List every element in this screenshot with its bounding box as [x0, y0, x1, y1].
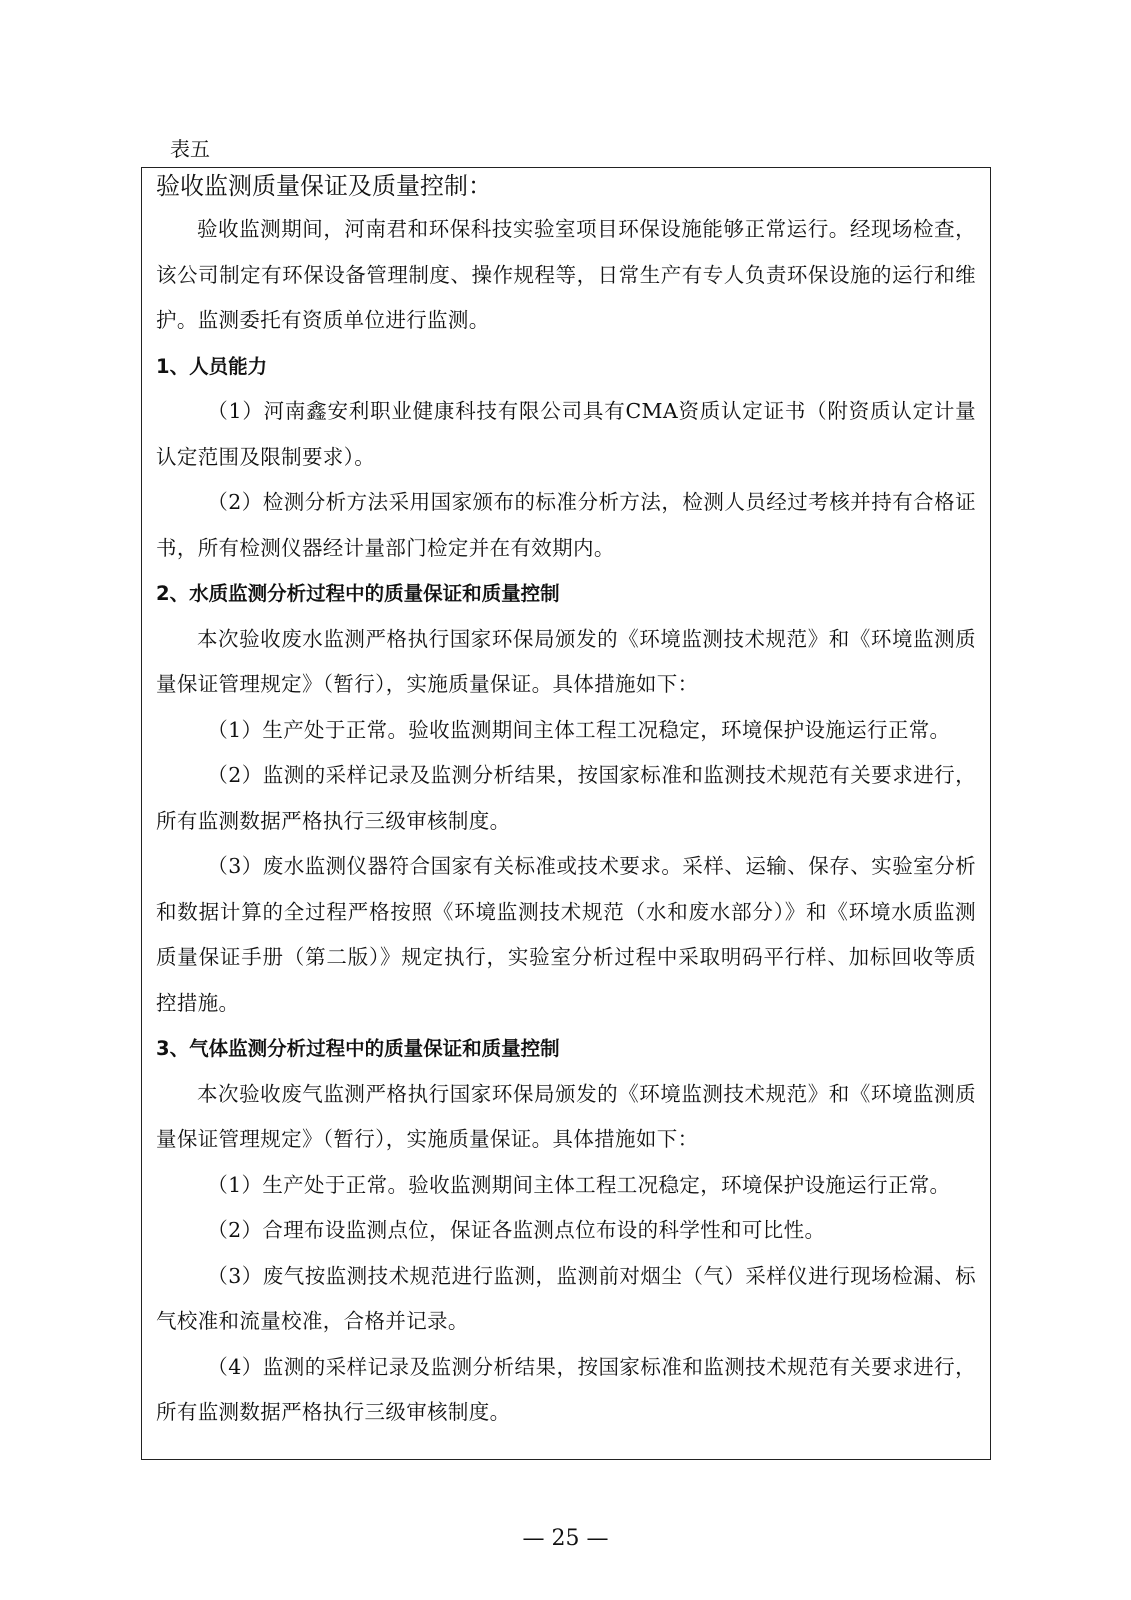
gas-qc-item-2: （2）合理布设监测点位，保证各监测点位布设的科学性和可比性。: [207, 1218, 826, 1242]
water-qc-intro: 本次验收废水监测严格执行国家环保局颁发的《环境监测技术规范》和《环境监测质量保证管理规定》（暂行），实施质量保证。具体措施如下：: [156, 626, 976, 696]
gas-qc-item-4: （4）监测的采样记录及监测分析结果，按国家标准和监测技术规范有关要求进行，所有监测数据严格执行三级审核制度。: [156, 1354, 976, 1424]
page-number: — 25 —: [522, 1526, 609, 1551]
gas-qc-intro: 本次验收废气监测严格执行国家环保局颁发的《环境监测技术规范》和《环境监测质量保证管理规定》（暂行），实施质量保证。具体措施如下：: [156, 1081, 976, 1151]
heading-water-qc: 2、水质监测分析过程中的质量保证和质量控制: [156, 582, 560, 605]
section-title: 验收监测质量保证及质量控制：: [156, 172, 492, 200]
gas-qc-item-3: （3）废气按监测技术规范进行监测，监测前对烟尘（气）采样仪进行现场检漏、标气校准和流量校准，合格并记录。: [156, 1263, 976, 1333]
personnel-item-2: （2）检测分析方法采用国家颁布的标准分析方法，检测人员经过考核并持有合格证书，所有检测仪器经计量部门检定并在有效期内。: [156, 490, 976, 560]
content-frame: [141, 167, 991, 1460]
table-label: 表五: [170, 137, 210, 161]
water-qc-item-3: （3）废水监测仪器符合国家有关标准或技术要求。采样、运输、保存、实验室分析和数据计算的全过程严格按照《环境监测技术规范（水和废水部分）》和《环境水质监测质量保证手册（第二版）》规定执行，实验室分析过程中采取明码平行样、加标回收等质控措施。: [156, 854, 976, 1015]
intro-paragraph: 验收监测期间，河南君和环保科技实验室项目环保设施能够正常运行。经现场检查，该公司制定有环保设备管理制度、操作规程等，日常生产有专人负责环保设施的运行和维护。监测委托有资质单位进行监测。: [156, 217, 976, 332]
water-qc-item-1: （1）生产处于正常。验收监测期间主体工程工况稳定，环境保护设施运行正常。: [207, 717, 951, 742]
personnel-item-1: （1）河南鑫安利职业健康科技有限公司具有CMA资质认定证书（附资质认定计量认定范围及限制要求）。: [156, 399, 976, 469]
gas-qc-item-1: （1）生产处于正常。验收监测期间主体工程工况稳定，环境保护设施运行正常。: [207, 1172, 951, 1197]
heading-gas-qc: 3、气体监测分析过程中的质量保证和质量控制: [156, 1037, 560, 1060]
water-qc-item-2: （2）监测的采样记录及监测分析结果，按国家标准和监测技术规范有关要求进行，所有监测数据严格执行三级审核制度。: [156, 763, 976, 833]
heading-personnel: 1、人员能力: [156, 354, 268, 378]
